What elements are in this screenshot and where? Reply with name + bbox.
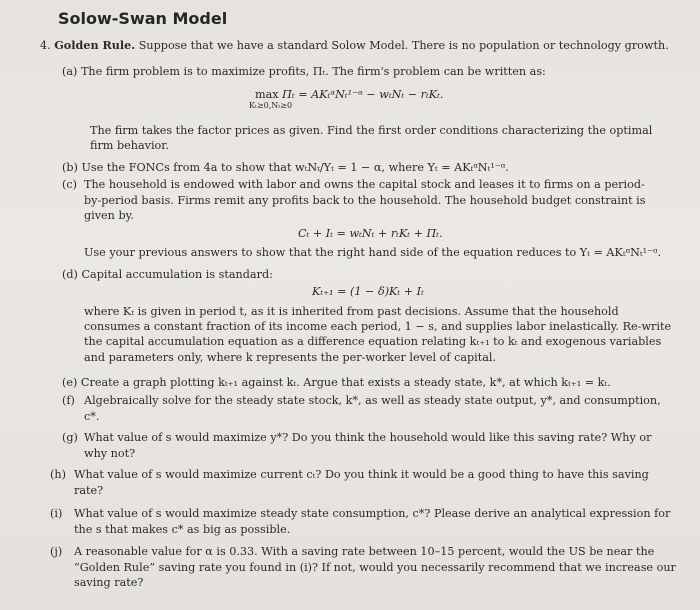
item-c-label: (c) (62, 178, 77, 191)
item-d-label: (d) (62, 268, 78, 281)
item-b-text: Use the FONCs from 4a to show that wₜNₜ/Yₜ = 1 − α, where Yₜ = AKₜᵅNₜ¹⁻ᵅ. (81, 161, 509, 174)
question-intro-text: Suppose that we have a standard Solow Model. There is no population or technology growth. (138, 39, 669, 52)
item-h (50, 467, 674, 498)
item-c-text: The household is endowed with labor and owns the capital stock and leases it to firms on a period-by-period basis. Firms remit any profits back to the household. The household budget constraint is given by. (84, 178, 646, 222)
item-h-label: (h) (50, 468, 66, 481)
item-d (62, 267, 662, 283)
item-a (62, 64, 662, 80)
equation-c: Cₜ + Iₜ = wₜNₜ + rₜKₜ + Πₜ. (298, 227, 443, 240)
item-j-label: (j) (50, 545, 63, 558)
item-g-text: What value of s would maximize y*? Do you think the household would like this saving rate? Why or why not? (84, 431, 652, 460)
eq-a-max: max (255, 88, 279, 101)
page-title: Solow-Swan Model (58, 9, 228, 28)
item-i-label: (i) (50, 507, 63, 520)
item-d-continuation: where Kₜ is given in period t, as it is inherited from past decisions. Assume that the household consumes a constant fraction of its income each period, 1 − s, and supplies labor inelastically. Re-write the capital accumulation equation as a difference equation relating kₜ₊₁ to kₜ and exogenous variables and parameters only, where k represents the per-worker level of capital. (84, 305, 672, 364)
eq-a-body: Πₜ = AKₜᵅNₜ¹⁻ᵅ − wₜNₜ − rₜKₜ. (282, 88, 444, 101)
equation-d: Kₜ₊₁ = (1 − δ)Kₜ + Iₜ (312, 285, 424, 298)
item-e-text: Create a graph plotting kₜ₊₁ against kₜ. Argue that exists a steady state, k*, at which kₜ₊₁ = kₜ. (80, 376, 611, 389)
item-a-label: (a) (62, 65, 78, 78)
item-c-continuation: Use your previous answers to show that the right hand side of the equation reduces to Yₜ = AKₜᵅNₜ¹⁻ᵅ. (84, 246, 662, 259)
item-j-text: A reasonable value for α is 0.33. With a saving rate between 10–15 percent, would the US be near the “Golden Rule” saving rate you found in (i)? If not, would you necessarily recommend that we increase our saving rate? (74, 545, 676, 589)
item-i-text: What value of s would maximize steady state consumption, c*? Please derive an analytical expression for the s that makes c* as big as possible. (74, 507, 671, 536)
item-g (62, 430, 674, 461)
item-g-label: (g) (62, 431, 78, 444)
item-a-continuation: The firm takes the factor prices as given. Find the first order conditions characterizing the optimal firm behavior. (90, 124, 653, 153)
item-j (50, 544, 678, 591)
question-number: 4. (40, 39, 51, 52)
item-h-text: What value of s would maximize current cₜ? Do you think it would be a good thing to have this saving rate? (74, 468, 649, 497)
item-e-label: (e) (62, 376, 78, 389)
eq-a-subscript: Kₜ≥0,Nₜ≥0 (249, 101, 293, 110)
item-f-label: (f) (62, 394, 75, 407)
item-b-label: (b) (62, 161, 78, 174)
item-f-text: Algebraically solve for the steady state stock, k*, as well as steady state output, y*, and consumption, c*. (84, 394, 661, 423)
item-d-text: Capital accumulation is standard: (81, 268, 273, 281)
item-a-text: The firm problem is to maximize profits, Πₜ. The firm's problem can be written as: (80, 65, 546, 78)
equation-a (249, 88, 444, 110)
item-b (62, 160, 662, 176)
question-4-intro (40, 38, 675, 54)
question-heading: Golden Rule. (54, 38, 136, 52)
item-e (62, 375, 672, 391)
item-i (50, 506, 676, 537)
item-f (62, 393, 672, 424)
item-c (62, 177, 662, 224)
